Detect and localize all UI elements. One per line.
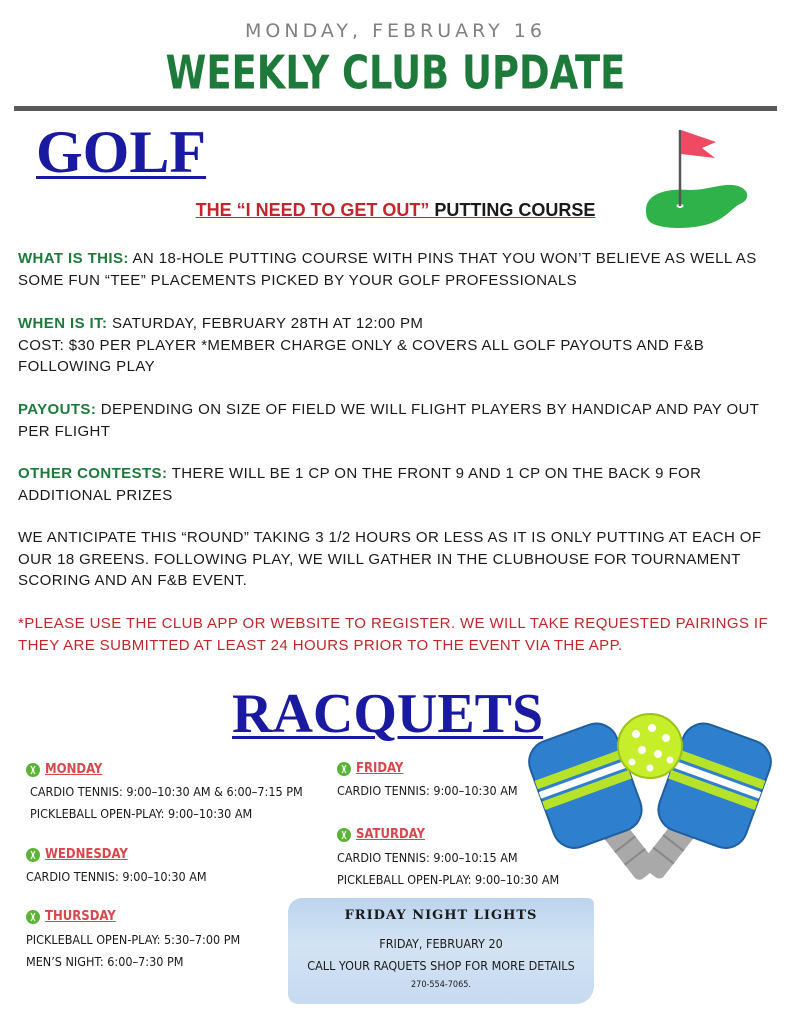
page-title: WEEKLY CLUB UPDATE <box>165 46 626 100</box>
course-title-pre: THE “I NEED TO GET OUT” <box>195 200 430 220</box>
payouts-text: DEPENDING ON SIZE OF FIELD WE WILL FLIGHT PLAYERS BY HANDICAP AND PAY OUT PER FLIGHT <box>18 401 760 440</box>
anticipate-paragraph: WE ANTICIPATE THIS “ROUND” TAKING 3 1/2 HOURS OR LESS AS IT IS ONLY PUTTING AT EACH OF OUR 18 GREENS. FOLLOWING PLAY, WE WILL GATHER IN THE CLUBHOUSE FOR TOURNAMENT SCORING AND AN F&B EVENT. <box>18 529 762 589</box>
day-friday-label: FRIDAY <box>356 761 404 776</box>
what-paragraph <box>18 248 778 291</box>
monday-schedule <box>30 781 303 825</box>
pickleball-paddles-icon <box>524 710 776 892</box>
when-paragraph <box>18 313 778 378</box>
course-title-post: PUTTING COURSE <box>434 200 596 220</box>
monday-line-2: PICKLEBALL OPEN-PLAY: 9:00–10:30 AM <box>30 806 253 821</box>
thursday-line-2: MEN’S NIGHT: 6:00–7:30 PM <box>26 954 184 969</box>
day-monday-label: MONDAY <box>45 762 103 777</box>
day-thursday <box>26 909 116 924</box>
monday-line-1: CARDIO TENNIS: 9:00–10:30 AM & 6:00–7:15 PM <box>30 784 303 799</box>
when-text: SATURDAY, FEBRUARY 28TH AT 12:00 PM <box>111 315 424 332</box>
friday-line-1: CARDIO TENNIS: 9:00–10:30 AM <box>337 783 518 798</box>
day-wednesday-label: WEDNESDAY <box>45 847 128 862</box>
tennis-ball-icon <box>26 910 40 924</box>
contests-text: THERE WILL BE 1 CP ON THE FRONT 9 AND 1 CP ON THE BACK 9 FOR ADDITIONAL PRIZES <box>18 465 702 504</box>
day-saturday <box>337 827 425 842</box>
fnl-title: FRIDAY NIGHT LIGHTS <box>344 908 538 923</box>
contests-paragraph <box>18 463 778 506</box>
day-saturday-label: SATURDAY <box>356 827 425 842</box>
day-thursday-label: THURSDAY <box>45 909 116 924</box>
course-title <box>0 200 791 221</box>
friday-schedule <box>337 780 518 802</box>
tennis-ball-icon <box>26 763 40 777</box>
wednesday-line-1: CARDIO TENNIS: 9:00–10:30 AM <box>26 869 207 884</box>
day-friday <box>337 761 403 776</box>
what-label: WHAT IS THIS: <box>18 250 129 267</box>
what-text: AN 18-HOLE PUTTING COURSE WITH PINS THAT YOU WON’T BELIEVE AS WELL AS SOME FUN “TEE” PLACEMENTS PICKED BY YOUR GOLF PROFESSIONALS <box>18 250 757 289</box>
contests-label: OTHER CONTESTS: <box>18 465 168 482</box>
day-monday <box>26 762 102 777</box>
register-paragraph: *PLEASE USE THE CLUB APP OR WEBSITE TO REGISTER. WE WILL TAKE REQUESTED PAIRINGS IF THEY ARE SUBMITTED AT LEAST 24 HOURS PRIOR TO THE EVENT VIA THE APP. <box>18 615 769 654</box>
cost-text: COST: $30 PER PLAYER *MEMBER CHARGE ONLY & COVERS ALL GOLF PAYOUTS AND F&B FOLLOWING PLAY <box>18 336 705 375</box>
tennis-ball-icon <box>26 848 40 862</box>
tennis-ball-icon <box>337 828 351 842</box>
payouts-label: PAYOUTS: <box>18 401 97 418</box>
thursday-schedule <box>26 929 240 973</box>
payouts-paragraph <box>18 399 778 442</box>
tennis-ball-icon <box>337 762 351 776</box>
golf-heading: GOLF <box>36 119 207 185</box>
header-divider <box>14 106 777 111</box>
fnl-details: CALL YOUR RAQUETS SHOP FOR MORE DETAILS <box>307 958 575 973</box>
day-wednesday <box>26 847 128 862</box>
wednesday-schedule <box>26 866 207 888</box>
header-date: MONDAY, FEBRUARY 16 <box>245 20 546 42</box>
racquets-heading: RACQUETS <box>232 683 544 745</box>
saturday-schedule <box>337 847 559 891</box>
fnl-date: FRIDAY, FEBRUARY 20 <box>379 936 503 951</box>
fnl-phone: 270-554-7065. <box>411 980 471 990</box>
saturday-line-2: PICKLEBALL OPEN-PLAY: 9:00–10:30 AM <box>337 872 560 887</box>
saturday-line-1: CARDIO TENNIS: 9:00–10:15 AM <box>337 850 518 865</box>
when-label: WHEN IS IT: <box>18 315 108 332</box>
thursday-line-1: PICKLEBALL OPEN-PLAY: 5:30–7:00 PM <box>26 932 241 947</box>
